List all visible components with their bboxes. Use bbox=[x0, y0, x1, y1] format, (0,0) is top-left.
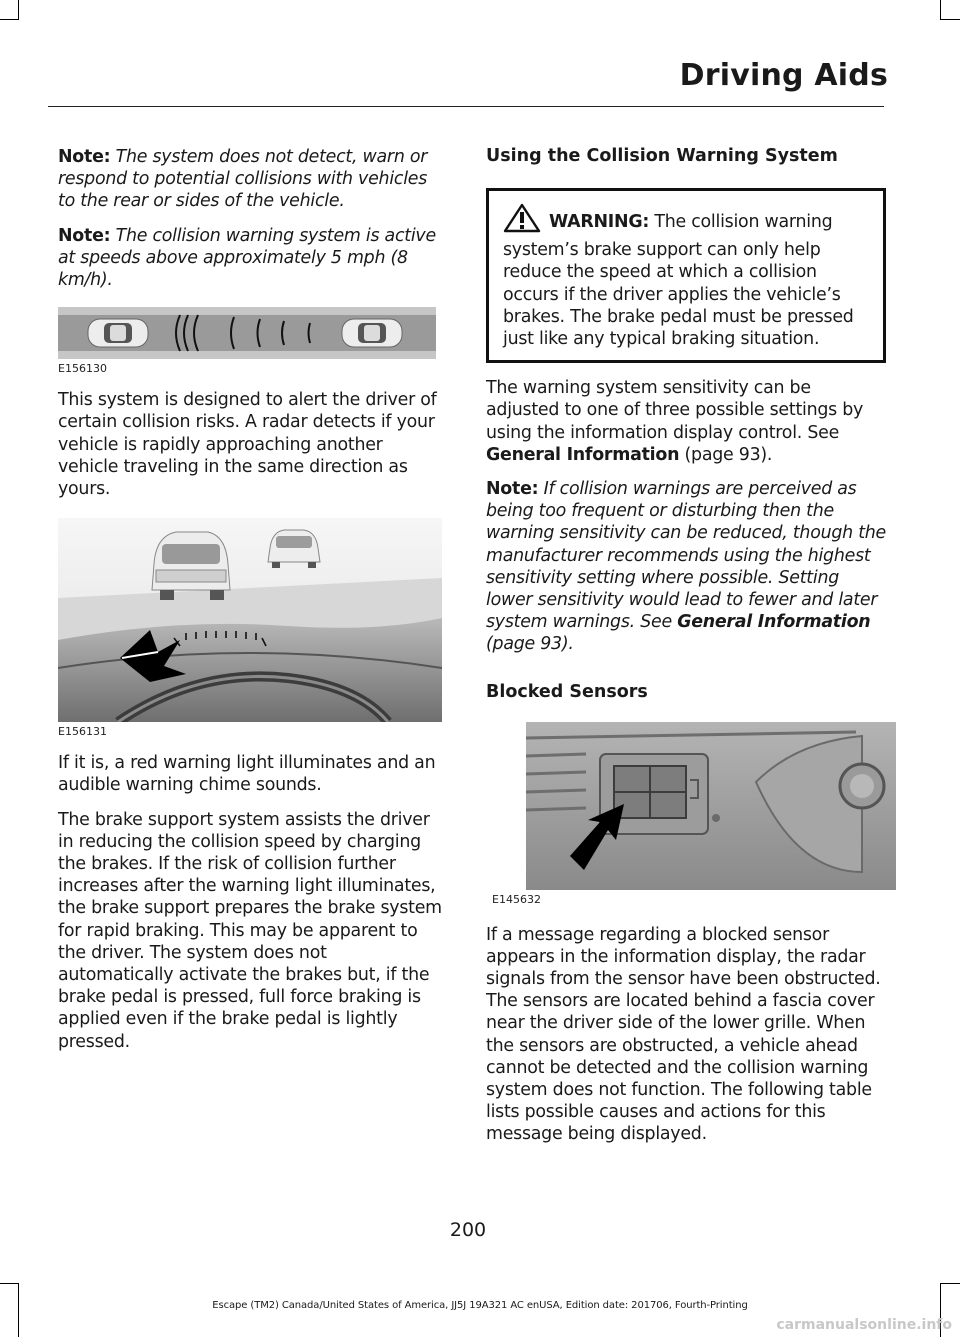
note-paragraph bbox=[486, 478, 886, 656]
crop-mark bbox=[941, 1283, 960, 1284]
watermark: carmanualsonline.info bbox=[776, 1317, 952, 1333]
figure-blocked-sensor bbox=[486, 722, 886, 906]
figure-windshield-warning bbox=[58, 518, 446, 738]
note-label: Note: bbox=[58, 225, 111, 246]
note-text: If collision warnings are perceived as being too frequent or disturbing then the warning sensitivity can be reduced, though the manufacturer recommends using the highest sensitivity setting where possible. Setting lower sensitivity would lead to fewer and later system warnings. See bbox=[486, 479, 886, 633]
note-paragraph bbox=[58, 225, 446, 292]
figure-radar-distance bbox=[58, 307, 446, 375]
body-text: The warning system sensitivity can be adjusted to one of three possible settings by using the information display control. See bbox=[486, 378, 864, 443]
figure-label: E156130 bbox=[58, 362, 107, 376]
note-label: Note: bbox=[486, 479, 539, 500]
note-paragraph bbox=[58, 146, 446, 213]
section-heading: Blocked Sensors bbox=[486, 681, 648, 702]
figure-label: E145632 bbox=[492, 892, 541, 906]
footer-edition-info: Escape (TM2) Canada/United States of America, JJ5J 19A321 AC enUSA, Edition date: 201706, Fourth-Printing bbox=[212, 1300, 748, 1311]
own-vehicle-icon bbox=[88, 319, 148, 347]
note-text: The system does not detect, warn or respond to potential collisions with vehicles to the rear or sides of the vehicle. bbox=[58, 147, 428, 212]
body-paragraph bbox=[486, 377, 886, 466]
front-fascia-sensor-illustration bbox=[526, 722, 896, 890]
warning-label: WARNING: bbox=[549, 212, 650, 232]
windshield-warning-illustration bbox=[58, 518, 442, 722]
crop-mark bbox=[940, 0, 941, 20]
cross-reference-link[interactable]: General Information bbox=[677, 612, 871, 633]
right-column bbox=[486, 146, 886, 1158]
note-text: The collision warning system is active at speeds above approximately 5 mph (8 km/h). bbox=[58, 225, 436, 291]
warning-text: The collision warning system’s brake support can only help reduce the speed at which a collision occurs if the driver applies the vehicle’s brakes. The brake pedal must be pressed just like any typical braking situation. bbox=[503, 212, 854, 350]
vehicle-far-icon bbox=[268, 530, 320, 568]
crop-mark bbox=[0, 19, 19, 20]
body-paragraph: If it is, a red warning light illuminates and an audible warning chime sounds. bbox=[58, 753, 436, 796]
warning-triangle-icon bbox=[503, 203, 541, 239]
note-text: (page 93). bbox=[486, 634, 574, 655]
section-heading: Using the Collision Warning System bbox=[486, 146, 838, 166]
header-divider bbox=[48, 106, 884, 107]
crop-mark bbox=[18, 0, 19, 20]
body-paragraph: The brake support system assists the driver in reducing the collision speed by charging the brakes. If the risk of collision further increases after the warning light illuminates, the brake support prepares the brake system for rapid braking. This may be apparent to the driver. The system does not automatically activate the brakes but, if the brake pedal is pressed, full force braking is applied even if the brake pedal is lightly pressed. bbox=[58, 809, 442, 1052]
crop-mark bbox=[941, 19, 960, 20]
vehicle-ahead-icon bbox=[342, 319, 402, 347]
crop-mark bbox=[0, 1283, 19, 1284]
radar-distance-illustration bbox=[58, 307, 436, 359]
page-number: 200 bbox=[449, 1219, 487, 1241]
note-label: Note: bbox=[58, 147, 111, 167]
body-paragraph: This system is designed to alert the driver of certain collision risks. A radar detects if your vehicle is rapidly approaching another vehicle traveling in the same direction as yours. bbox=[58, 390, 437, 500]
page-title: Driving Aids bbox=[679, 58, 888, 93]
left-column bbox=[58, 146, 446, 1065]
figure-label: E156131 bbox=[58, 725, 107, 739]
warning-box bbox=[486, 188, 886, 363]
body-text: (page 93). bbox=[679, 444, 773, 465]
body-paragraph: If a message regarding a blocked sensor appears in the information display, the radar signals from the sensor have been obstructed. The sensors are located behind a fascia cover near the driver side of the lower grille. When the sensors are obstructed, a vehicle ahead cannot be detected and the collision warning system does not function. The following table lists possible causes and actions for this message being displayed. bbox=[486, 924, 881, 1145]
vehicle-ahead-icon bbox=[152, 532, 230, 600]
cross-reference-link[interactable]: General Information bbox=[486, 444, 680, 465]
